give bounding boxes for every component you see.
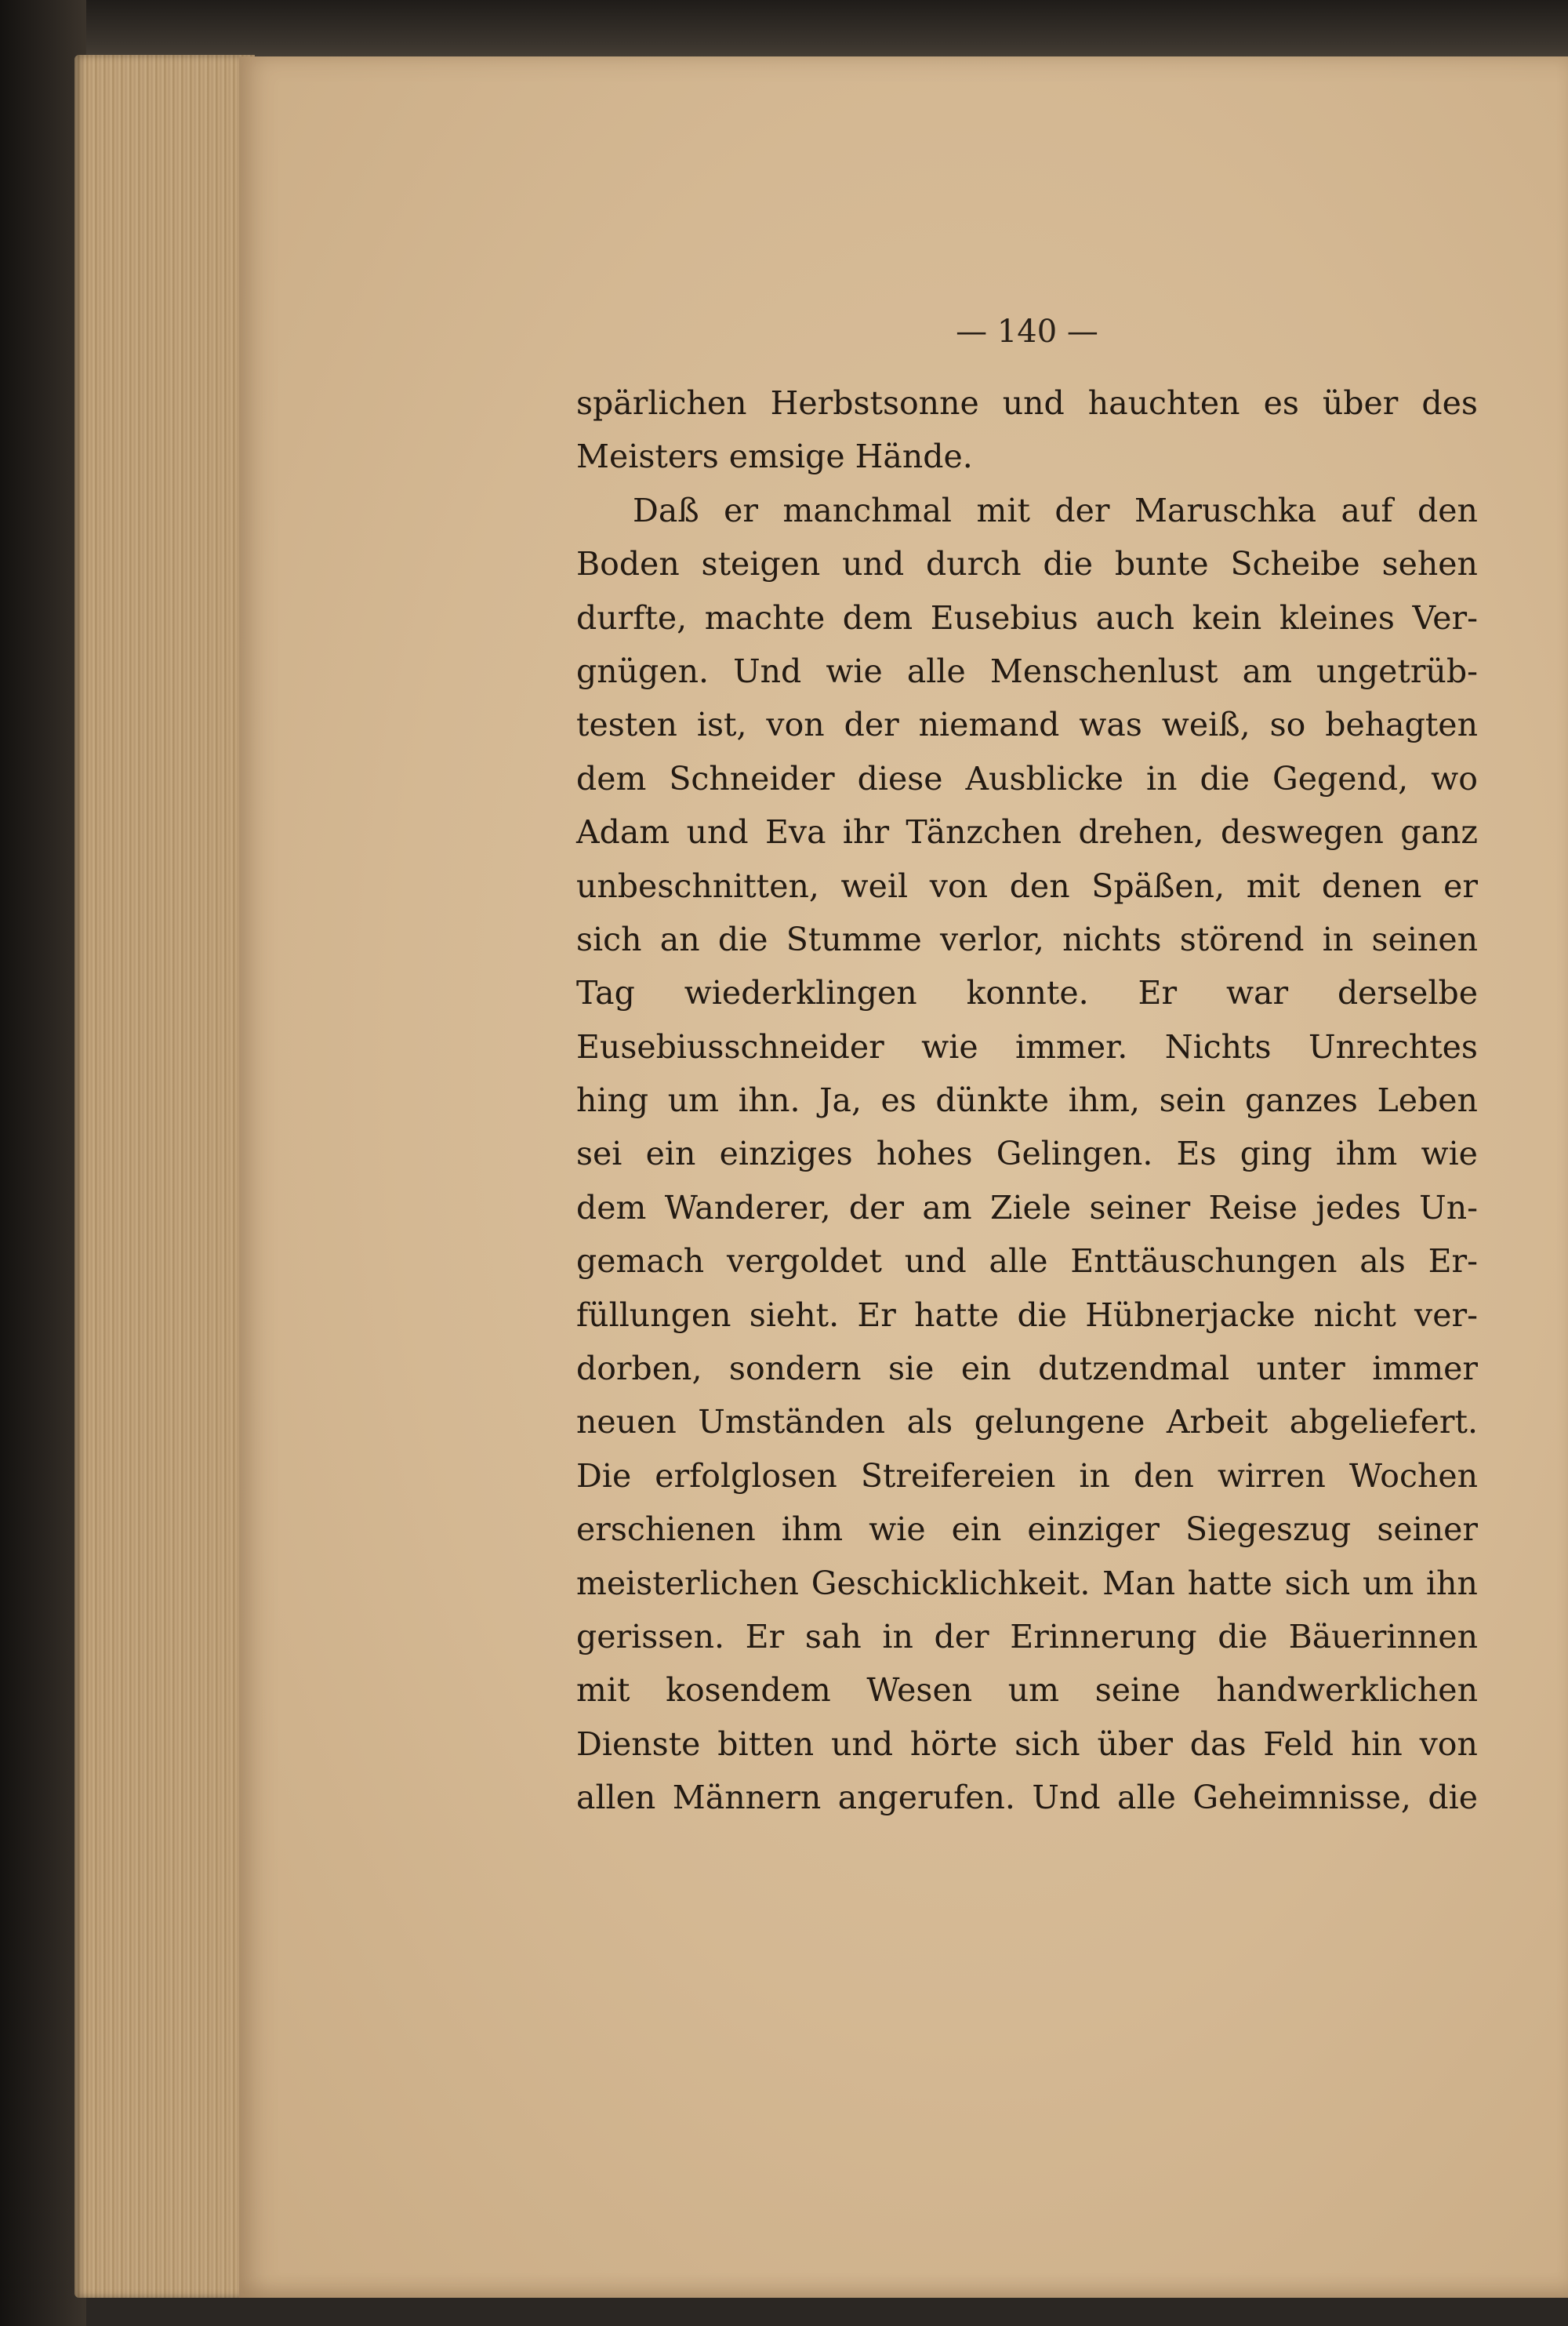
word: wirren bbox=[1217, 1456, 1326, 1495]
word: ganz bbox=[1400, 813, 1478, 852]
word: wie bbox=[1421, 1135, 1478, 1173]
word: die bbox=[1200, 759, 1250, 798]
word: des bbox=[1421, 384, 1478, 422]
word: machte bbox=[704, 598, 826, 637]
word: weil bbox=[840, 867, 909, 905]
word: Bäuerinnen bbox=[1288, 1617, 1478, 1655]
word: jedes bbox=[1316, 1188, 1401, 1227]
word: Enttäuschungen bbox=[1070, 1242, 1338, 1281]
word: Feld bbox=[1263, 1725, 1334, 1763]
word: es bbox=[880, 1081, 916, 1120]
word: sich bbox=[1014, 1725, 1080, 1763]
text-line bbox=[576, 1074, 1478, 1127]
text-line bbox=[576, 698, 1478, 751]
word: weiß, bbox=[1161, 706, 1250, 744]
word: immer. bbox=[1015, 1027, 1128, 1066]
word: die bbox=[1428, 1779, 1478, 1817]
word: Leben bbox=[1377, 1081, 1478, 1120]
word: von bbox=[1419, 1725, 1478, 1763]
word: auch bbox=[1095, 598, 1175, 637]
word: über bbox=[1322, 384, 1399, 422]
word: Siegeszug bbox=[1185, 1510, 1352, 1549]
word: Geheimnisse, bbox=[1192, 1779, 1411, 1817]
text-line bbox=[576, 1181, 1478, 1234]
word: Reise bbox=[1208, 1188, 1298, 1227]
word: als bbox=[906, 1403, 953, 1441]
word: ihn bbox=[1426, 1564, 1478, 1602]
word: Boden bbox=[576, 545, 680, 583]
word: steigen bbox=[701, 545, 821, 583]
text-line bbox=[576, 1503, 1478, 1556]
word: Und bbox=[733, 652, 802, 690]
word: Ziele bbox=[989, 1188, 1072, 1227]
word: Erinnerung bbox=[1010, 1617, 1197, 1655]
word: Wochen bbox=[1348, 1456, 1478, 1495]
word: Er bbox=[1138, 974, 1178, 1012]
word: in bbox=[1322, 920, 1354, 958]
word: ist, bbox=[696, 706, 747, 744]
word: den bbox=[1133, 1456, 1194, 1495]
word: mit bbox=[976, 491, 1030, 529]
word: einziger bbox=[1027, 1510, 1160, 1549]
word: gerissen. bbox=[576, 1617, 725, 1655]
text-line bbox=[576, 1717, 1478, 1771]
word: wie bbox=[826, 652, 883, 690]
word: Arbeit bbox=[1166, 1403, 1269, 1441]
word: denen bbox=[1321, 867, 1422, 905]
text-line bbox=[576, 860, 1478, 913]
word: Geschicklichkeit. bbox=[811, 1564, 1091, 1602]
word: Gelingen. bbox=[996, 1135, 1153, 1173]
word: und bbox=[831, 1725, 894, 1763]
word: dünkte bbox=[935, 1081, 1050, 1120]
word: neuen bbox=[576, 1403, 677, 1441]
text-line bbox=[576, 1395, 1478, 1448]
word: Hübnerjacke bbox=[1085, 1296, 1296, 1334]
word: sehen bbox=[1381, 545, 1478, 583]
word: manchmal bbox=[782, 491, 953, 529]
word: der bbox=[844, 706, 899, 744]
word: dem bbox=[576, 1188, 647, 1227]
word: seiner bbox=[1089, 1188, 1191, 1227]
word: das bbox=[1189, 1725, 1247, 1763]
text-line bbox=[576, 591, 1478, 645]
word: deswegen bbox=[1221, 813, 1384, 852]
word: gelungene bbox=[974, 1403, 1145, 1441]
text-line: Meisters emsige Hände. bbox=[576, 438, 973, 476]
word: sein bbox=[1159, 1081, 1226, 1120]
word: in bbox=[1079, 1456, 1110, 1495]
word: nicht bbox=[1313, 1296, 1396, 1334]
word: Eva bbox=[765, 813, 826, 852]
word: erfolglosen bbox=[655, 1456, 837, 1495]
word: Ja, bbox=[819, 1081, 862, 1120]
text-line bbox=[576, 1663, 1478, 1717]
word: testen bbox=[576, 706, 677, 744]
word: war bbox=[1225, 974, 1289, 1012]
book-cover-left-edge bbox=[0, 0, 86, 2326]
word: alle bbox=[906, 652, 966, 690]
word: sei bbox=[576, 1135, 622, 1173]
word: kein bbox=[1192, 598, 1262, 637]
word: ihm bbox=[1335, 1135, 1398, 1173]
word: seine bbox=[1094, 1671, 1181, 1710]
word: von bbox=[929, 867, 989, 905]
word: so bbox=[1269, 706, 1306, 744]
word: um bbox=[667, 1081, 720, 1120]
word: Maruschka bbox=[1134, 491, 1317, 529]
text-line bbox=[576, 1557, 1478, 1610]
word: er bbox=[724, 491, 759, 529]
word: spärlichen bbox=[576, 384, 747, 422]
word: Menschenlust bbox=[989, 652, 1218, 690]
word: ver- bbox=[1414, 1296, 1478, 1334]
word: am bbox=[922, 1188, 972, 1227]
word: dutzendmal bbox=[1038, 1350, 1230, 1388]
word: behagten bbox=[1325, 706, 1478, 744]
word: alle bbox=[1117, 1779, 1176, 1817]
word: die bbox=[1017, 1296, 1068, 1334]
word: die bbox=[1043, 545, 1094, 583]
word: meisterlichen bbox=[576, 1564, 799, 1602]
word: gemach bbox=[576, 1242, 705, 1281]
word: Er bbox=[857, 1296, 896, 1334]
word: gnügen. bbox=[576, 652, 710, 690]
word: Un- bbox=[1419, 1188, 1478, 1227]
text-line bbox=[576, 1234, 1478, 1288]
word: Adam bbox=[576, 813, 670, 852]
word: in bbox=[882, 1617, 913, 1655]
word: hörte bbox=[909, 1725, 998, 1763]
word: durch bbox=[926, 545, 1022, 583]
word: Er bbox=[745, 1617, 785, 1655]
text-line bbox=[576, 1288, 1478, 1342]
word: Gegend, bbox=[1272, 759, 1409, 798]
word: alle bbox=[989, 1242, 1048, 1281]
word: Eusebiusschneider bbox=[576, 1027, 884, 1066]
word: Streifereien bbox=[860, 1456, 1056, 1495]
text-line bbox=[576, 1449, 1478, 1503]
word: der bbox=[848, 1188, 905, 1227]
word: immer bbox=[1372, 1350, 1478, 1388]
word: ging bbox=[1240, 1135, 1312, 1173]
word: und bbox=[1002, 384, 1065, 422]
word: Ver- bbox=[1412, 598, 1478, 637]
word: Eusebius bbox=[930, 598, 1079, 637]
word: Männern bbox=[672, 1779, 822, 1817]
word: den bbox=[1009, 867, 1070, 905]
text-line bbox=[576, 484, 1478, 537]
body-text bbox=[576, 376, 1478, 1825]
word: angerufen. bbox=[837, 1779, 1015, 1817]
word: Nichts bbox=[1164, 1027, 1272, 1066]
word: Stumme bbox=[786, 920, 922, 958]
word: füllungen bbox=[576, 1296, 731, 1334]
text-line bbox=[576, 376, 1478, 430]
word: hing bbox=[576, 1081, 649, 1120]
word: dem bbox=[576, 759, 647, 798]
word: ihn. bbox=[738, 1081, 800, 1120]
word: auf bbox=[1341, 491, 1393, 529]
word: ihr bbox=[842, 813, 890, 852]
word: handwerklichen bbox=[1216, 1671, 1478, 1710]
word: Wanderer, bbox=[664, 1188, 831, 1227]
word: Unrechtes bbox=[1308, 1027, 1478, 1066]
word: ungetrüb- bbox=[1316, 652, 1478, 690]
word: hohes bbox=[876, 1135, 973, 1173]
text-line bbox=[576, 1020, 1478, 1074]
text-line bbox=[576, 913, 1478, 966]
word: der bbox=[934, 1617, 989, 1655]
word: die bbox=[1218, 1617, 1268, 1655]
word: kleines bbox=[1279, 598, 1395, 637]
word: unter bbox=[1256, 1350, 1345, 1388]
word: es bbox=[1263, 384, 1299, 422]
word: Umständen bbox=[698, 1403, 886, 1441]
word: Herbstsonne bbox=[770, 384, 979, 422]
word: am bbox=[1242, 652, 1292, 690]
word: wo bbox=[1431, 759, 1478, 798]
word: verlor, bbox=[939, 920, 1044, 958]
word: der bbox=[1054, 491, 1110, 529]
word: er bbox=[1443, 867, 1478, 905]
word: sondern bbox=[728, 1350, 862, 1388]
word: in bbox=[1145, 759, 1178, 798]
word: störend bbox=[1179, 920, 1305, 958]
word: von bbox=[766, 706, 825, 744]
word: wie bbox=[869, 1510, 926, 1549]
word: ihm, bbox=[1068, 1081, 1141, 1120]
word: Die bbox=[576, 1456, 632, 1495]
text-line bbox=[576, 1771, 1478, 1824]
word: sieht. bbox=[749, 1296, 840, 1334]
word: erschienen bbox=[576, 1510, 756, 1549]
book-cover-top-edge bbox=[0, 0, 1568, 63]
word: Dienste bbox=[576, 1725, 701, 1763]
page-stack-edges bbox=[74, 55, 255, 2298]
word: Tänzchen bbox=[906, 813, 1062, 852]
text-line bbox=[576, 752, 1478, 805]
word: Scheibe bbox=[1230, 545, 1360, 583]
word: einziges bbox=[719, 1135, 853, 1173]
word: vergoldet bbox=[726, 1242, 882, 1281]
text-line bbox=[576, 805, 1478, 859]
word: Und bbox=[1032, 1779, 1101, 1817]
word: bunte bbox=[1114, 545, 1209, 583]
word: um bbox=[1007, 1671, 1060, 1710]
word: abgeliefert. bbox=[1289, 1403, 1478, 1441]
word: an bbox=[659, 920, 700, 958]
text-line bbox=[576, 1342, 1478, 1395]
word: über bbox=[1097, 1725, 1173, 1763]
text-line bbox=[576, 966, 1478, 1019]
word: wiederklingen bbox=[684, 974, 917, 1012]
word: hatte bbox=[1187, 1564, 1272, 1602]
word: was bbox=[1079, 706, 1142, 744]
word: mit bbox=[1246, 867, 1301, 905]
word: hin bbox=[1350, 1725, 1403, 1763]
word: nichts bbox=[1062, 920, 1162, 958]
word: diese bbox=[857, 759, 943, 798]
word: Er- bbox=[1428, 1242, 1478, 1281]
word: konnte. bbox=[966, 974, 1089, 1012]
word: derselbe bbox=[1337, 974, 1478, 1012]
word: ganzes bbox=[1244, 1081, 1358, 1120]
word: Wesen bbox=[866, 1671, 973, 1710]
word: sah bbox=[804, 1617, 862, 1655]
word: Schneider bbox=[669, 759, 835, 798]
word: sich bbox=[1284, 1564, 1351, 1602]
word: allen bbox=[576, 1779, 656, 1817]
text-line bbox=[576, 1127, 1478, 1180]
word: kosendem bbox=[666, 1671, 831, 1710]
word: ein bbox=[645, 1135, 696, 1173]
word: sie bbox=[888, 1350, 935, 1388]
word: drehen, bbox=[1078, 813, 1204, 852]
word: wie bbox=[921, 1027, 978, 1066]
word: seinen bbox=[1371, 920, 1478, 958]
word: hauchten bbox=[1087, 384, 1240, 422]
word: niemand bbox=[918, 706, 1060, 744]
word: als bbox=[1359, 1242, 1406, 1281]
text-line bbox=[576, 1610, 1478, 1663]
word: Man bbox=[1102, 1564, 1175, 1602]
word: bitten bbox=[717, 1725, 815, 1763]
word: dem bbox=[842, 598, 913, 637]
word: und bbox=[904, 1242, 967, 1281]
word: hatte bbox=[914, 1296, 1000, 1334]
word: sich bbox=[576, 920, 642, 958]
word: und bbox=[842, 545, 905, 583]
word: Ausblicke bbox=[965, 759, 1124, 798]
word: ein bbox=[960, 1350, 1011, 1388]
word: die bbox=[717, 920, 768, 958]
word: seiner bbox=[1377, 1510, 1478, 1549]
word: um bbox=[1362, 1564, 1414, 1602]
text-line bbox=[576, 645, 1478, 698]
word: ihm bbox=[781, 1510, 844, 1549]
word: unbeschnitten, bbox=[576, 867, 819, 905]
page-number: — 140 — bbox=[956, 314, 1098, 350]
word: mit bbox=[576, 1671, 630, 1710]
word: Späßen, bbox=[1091, 867, 1225, 905]
text-line bbox=[576, 537, 1478, 591]
word: ein bbox=[951, 1510, 1002, 1549]
word: und bbox=[686, 813, 749, 852]
word: Daß bbox=[633, 491, 699, 529]
word: durfte, bbox=[576, 598, 688, 637]
word: Es bbox=[1176, 1135, 1217, 1173]
word: dorben, bbox=[576, 1350, 702, 1388]
word: Tag bbox=[576, 974, 635, 1012]
word: den bbox=[1417, 491, 1478, 529]
